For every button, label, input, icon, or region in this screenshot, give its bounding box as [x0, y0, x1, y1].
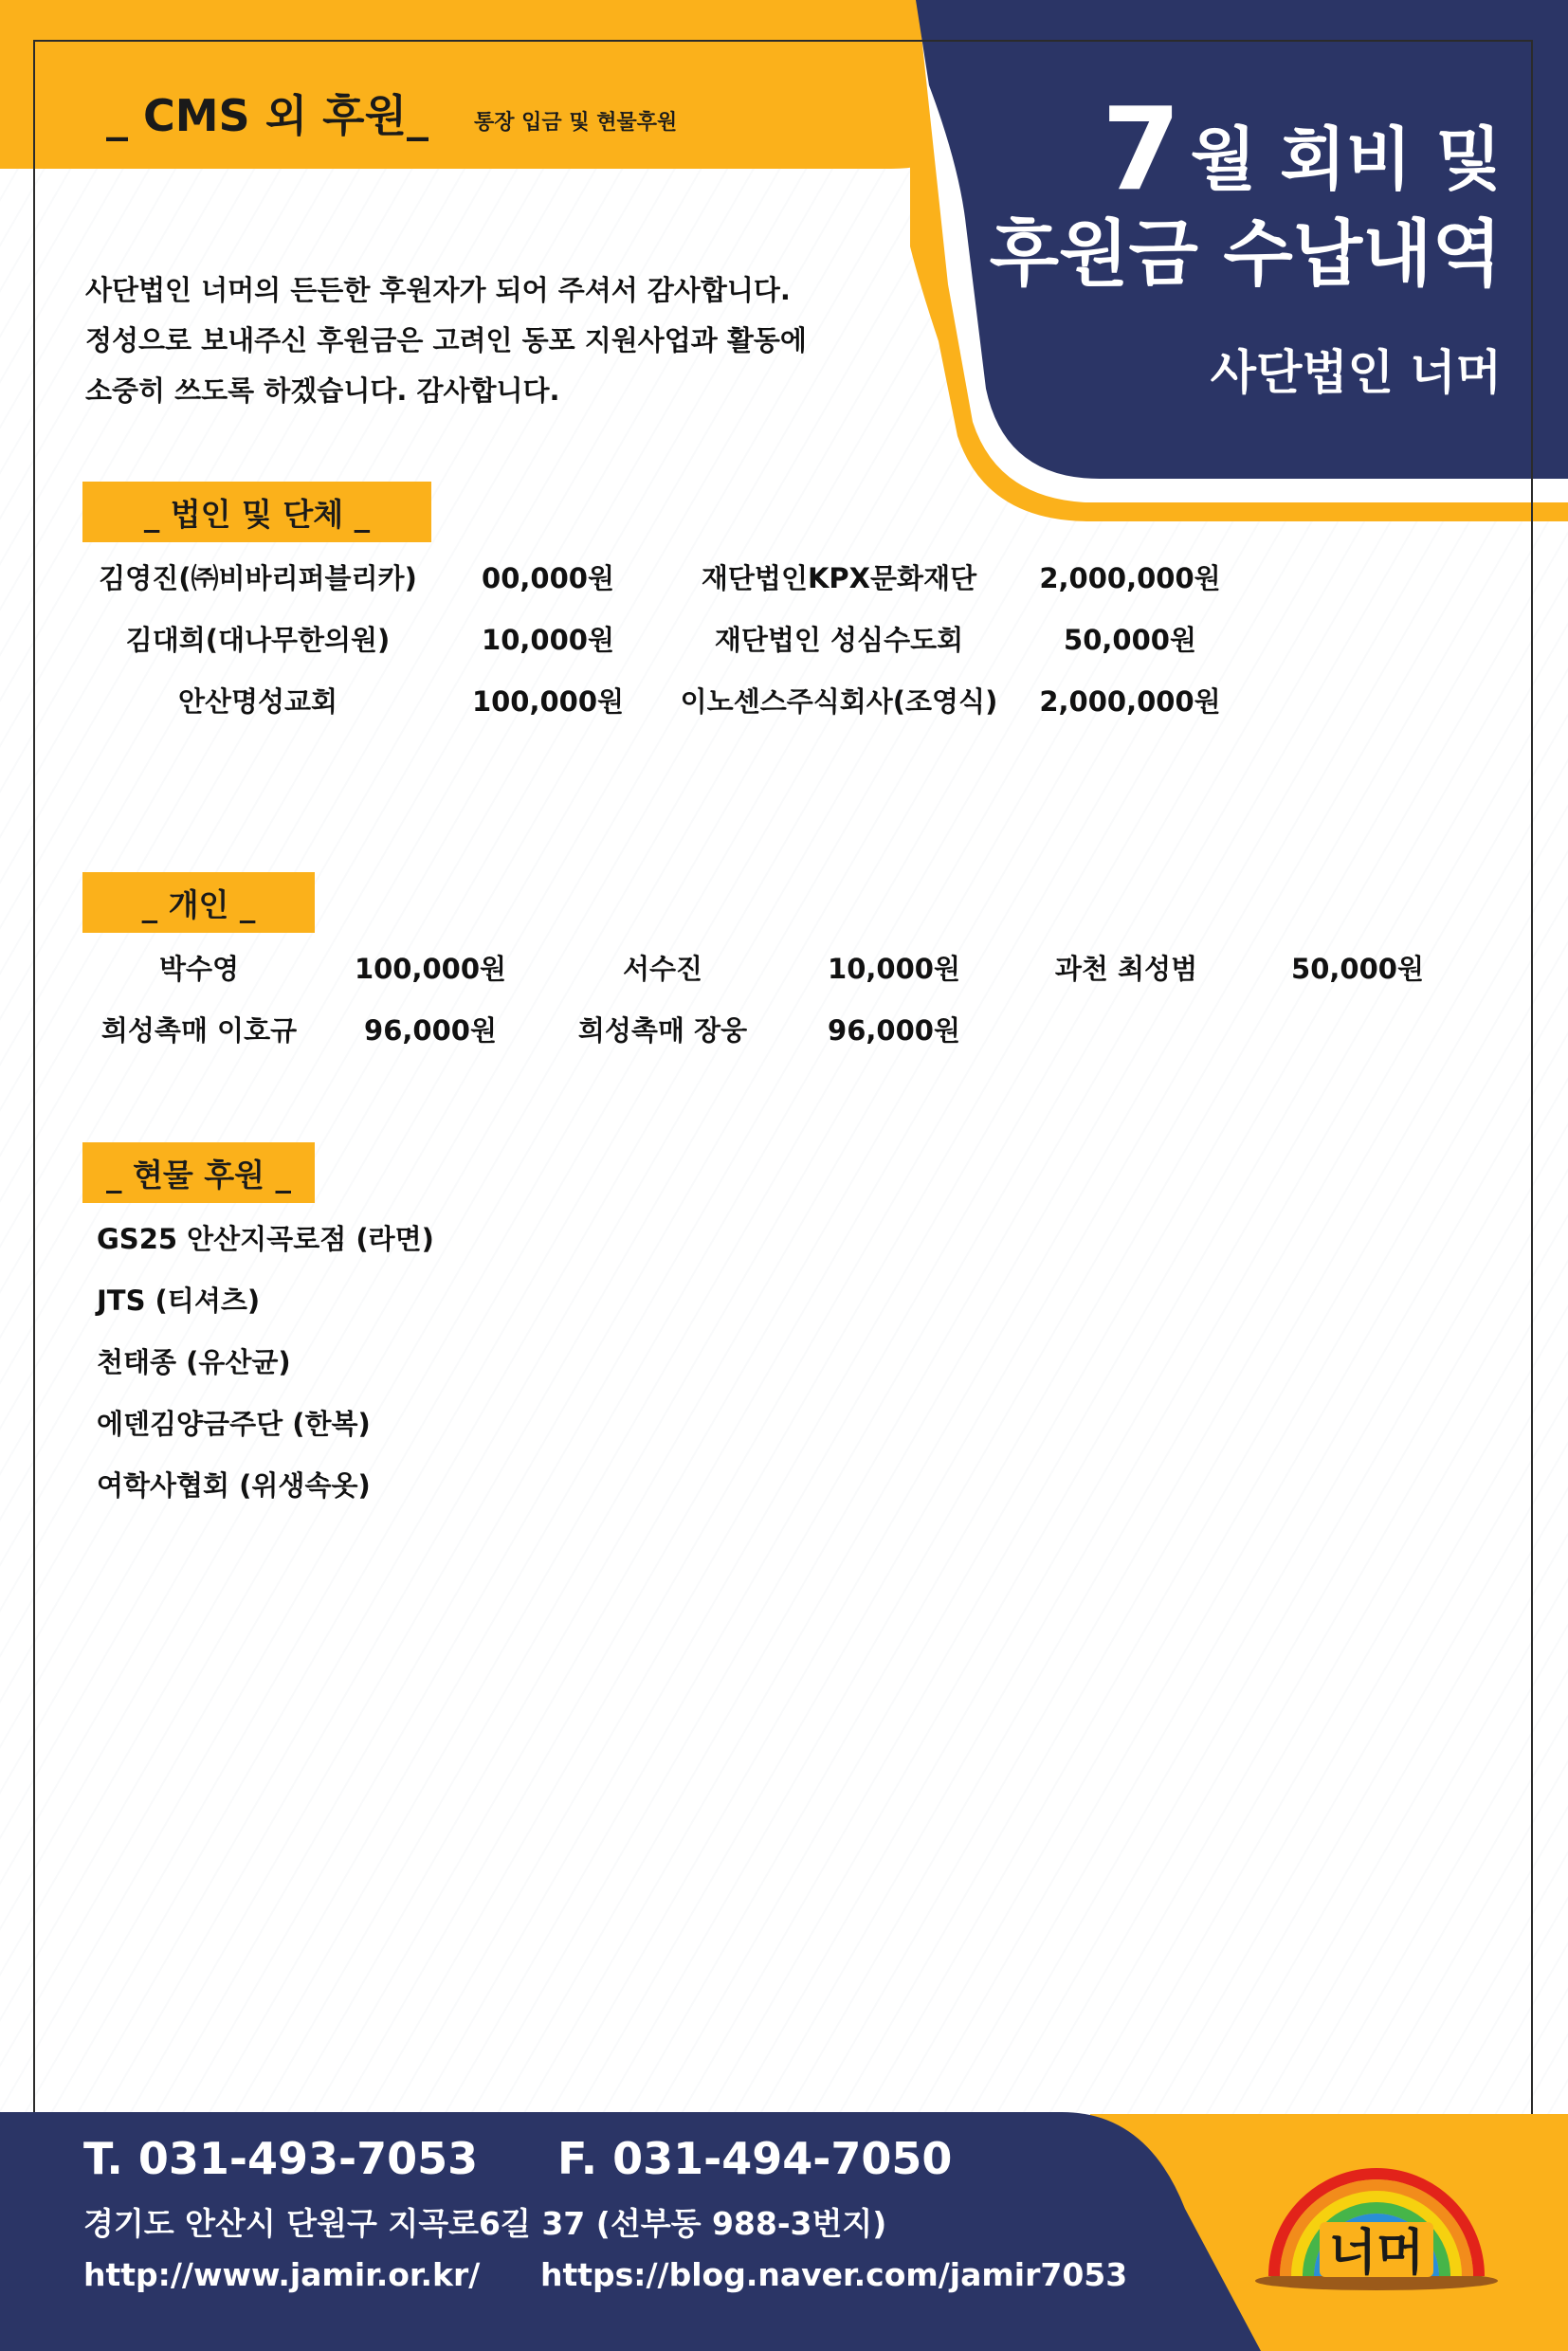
main-title-line2: 후원금 수납내역 [989, 211, 1502, 296]
footer-blog-link[interactable]: https://blog.naver.com/jamir7053 [540, 2256, 1128, 2293]
in-kind-item: GS25 안산지곡로점 (라면) [97, 1223, 434, 1255]
individual-name: 서수진 [622, 953, 703, 985]
main-title-block [989, 84, 1502, 403]
intro-line: 사단법인 너머의 든든한 후원자가 되어 주셔서 감사합니다. [85, 274, 791, 306]
corporate-name: 이노센스주식회사(조영식) [680, 685, 998, 718]
footer-phone: T. 031-493-7053 [83, 2133, 479, 2184]
main-title-line1 [990, 84, 1502, 216]
individual-amount: 96,000원 [828, 1014, 960, 1047]
in-kind-section-label: _ 현물 후원 _ [82, 1142, 315, 1203]
intro-line: 정성으로 보내주신 후원금은 고려인 동포 지원사업과 활동에 [85, 324, 807, 356]
org-name: 사단법인 너머 [1210, 345, 1502, 401]
in-kind-item: 천태종 (유산균) [97, 1346, 291, 1378]
corporate-name: 안산명성교회 [177, 685, 338, 718]
cms-section-subtitle: 통장 입금 및 현물후원 [474, 111, 678, 135]
logo-text: 너머 [1328, 2225, 1425, 2282]
individual-name: 과천 최성범 [1054, 953, 1198, 985]
corporate-name: 재단법인KPX문화재단 [701, 562, 977, 594]
corporate-amount: 2,000,000원 [1039, 562, 1221, 594]
footer-address: 경기도 안산시 단원구 지곡로6길 37 (선부동 988-3번지) [83, 2205, 887, 2242]
footer-website-link[interactable]: http://www.jamir.or.kr/ [83, 2256, 481, 2293]
individual-amount: 50,000원 [1291, 953, 1424, 985]
corporate-amount: 10,000원 [482, 624, 614, 656]
in-kind-item: JTS (티셔츠) [97, 1285, 261, 1317]
corporate-section-label: _ 법인 및 단체 _ [82, 482, 431, 542]
corporate-amount: 2,000,000원 [1039, 685, 1221, 718]
corporate-amount: 50,000원 [1064, 624, 1196, 656]
individual-section-label: _ 개인 _ [82, 872, 315, 933]
corporate-name: 재단법인 성심수도회 [714, 624, 964, 656]
individual-name: 희성촉매 이호규 [100, 1014, 298, 1047]
intro-line: 소중히 쓰도록 하겠습니다. 감사합니다. [85, 374, 560, 407]
individual-amount: 10,000원 [828, 953, 960, 985]
individual-name: 박수영 [158, 953, 240, 985]
cms-section-title: _ CMS 외 후원_ [106, 90, 429, 141]
individual-amount: 96,000원 [364, 1014, 497, 1047]
corporate-name: 김영진(㈜비바리퍼블리카) [99, 562, 417, 594]
individual-name: 희성촉매 장웅 [577, 1014, 748, 1047]
footer-fax: F. 031-494-7050 [557, 2133, 953, 2184]
in-kind-item: 에덴김양금주단 (한복) [97, 1408, 371, 1440]
corporate-amount: 00,000원 [482, 562, 614, 594]
title-line1-rest: 월 회비 및 [1190, 119, 1502, 199]
rainbow-arch-logo-icon [1253, 2148, 1500, 2290]
corporate-name: 김대희(대나무한의원) [125, 624, 391, 656]
title-month: 7 [1102, 84, 1181, 216]
corporate-amount: 100,000원 [471, 685, 625, 718]
individual-amount: 100,000원 [354, 953, 507, 985]
in-kind-item: 여학사협회 (위생속옷) [97, 1469, 371, 1502]
intro-paragraph [85, 265, 807, 416]
